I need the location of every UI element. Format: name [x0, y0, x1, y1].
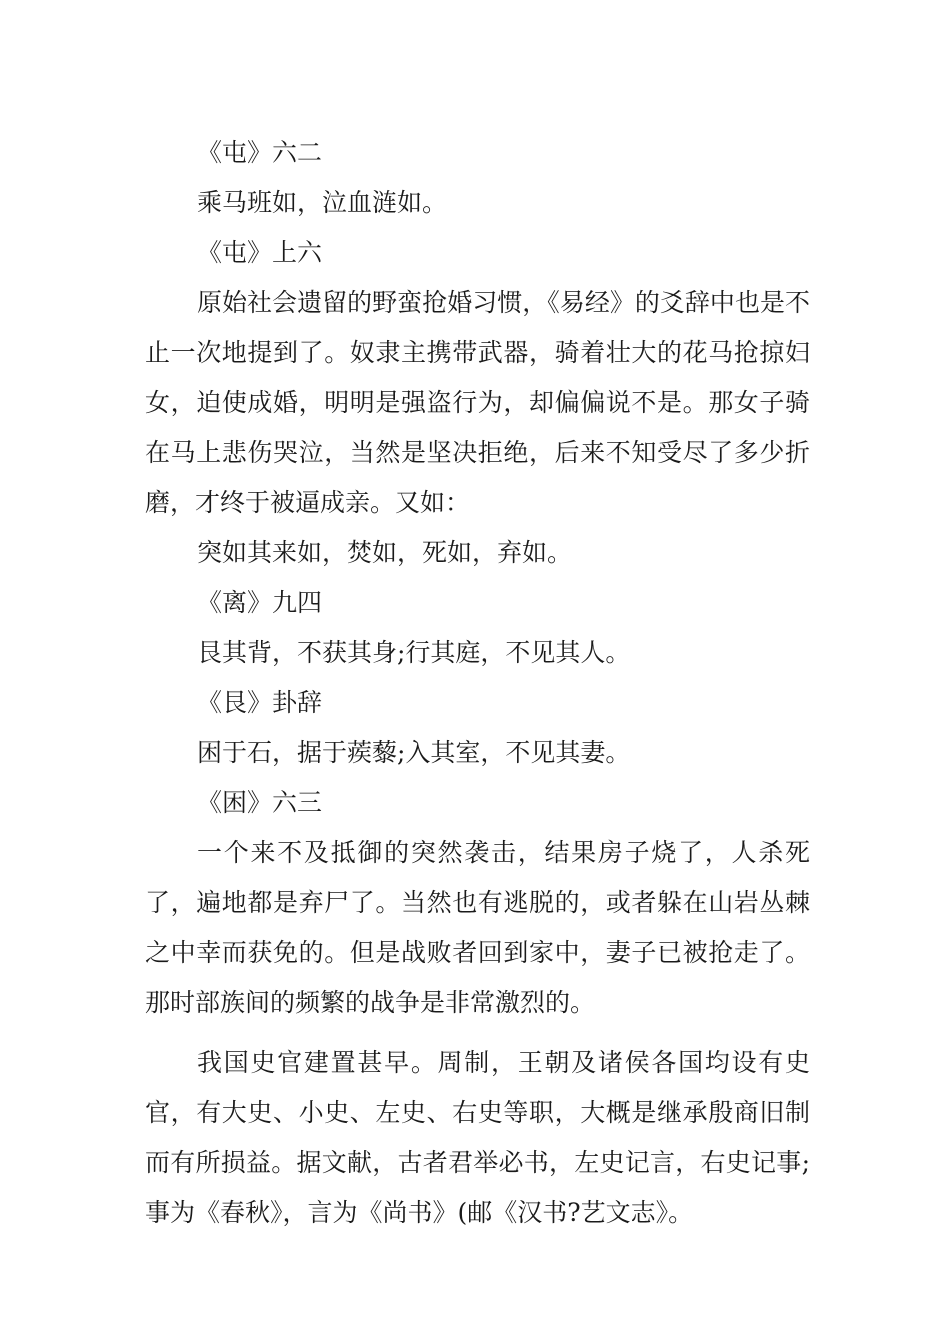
- quote-line: 困于石，据于蒺藜;入其室，不见其妻。: [197, 738, 631, 767]
- body-paragraph: 原始社会遗留的野蛮抢婚习惯，《易经》的爻辞中也是不止一次地提到了。奴隶主携带武器，骑着壮大的花马抢掠妇女，迫使成婚，明明是强盗行为，却偏偏说不是。那女子骑在马上悲伤哭泣，当然是坚决拒绝，后来不知受尽了多少折磨，才终于被逼成亲。又如：: [145, 288, 810, 517]
- body-paragraph: 我国史官建置甚早。周制，王朝及诸侯各国均设有史官，有大史、小史、左史、右史等职，大概是继承殷商旧制而有所损益。据文献，古者君举必书，左史记言，右史记事;事为《春秋》，言为《尚书》(邮《汉书?艺文志》。: [145, 1048, 810, 1227]
- citation-line: 《屯》六二: [197, 138, 323, 167]
- quote-line: 突如其来如，焚如，死如，弃如。: [197, 538, 573, 567]
- body-paragraph: 一个来不及抵御的突然袭击，结果房子烧了，人杀死了，遍地都是弃尸了。当然也有逃脱的，或者躲在山岩丛棘之中幸而获免的。但是战败者回到家中，妻子已被抢走了。那时部族间的频繁的战争是非常激烈的。: [145, 838, 810, 1017]
- document-page: [145, 128, 810, 1238]
- citation-line: 《离》九四: [197, 588, 323, 617]
- quote-line: 乘马班如，泣血涟如。: [197, 188, 448, 217]
- citation-line: 《屯》上六: [197, 238, 323, 267]
- citation-line: 《艮》卦辞: [197, 688, 323, 717]
- quote-line: 艮其背，不获其身;行其庭，不见其人。: [197, 638, 631, 667]
- citation-line: 《困》六三: [197, 788, 323, 817]
